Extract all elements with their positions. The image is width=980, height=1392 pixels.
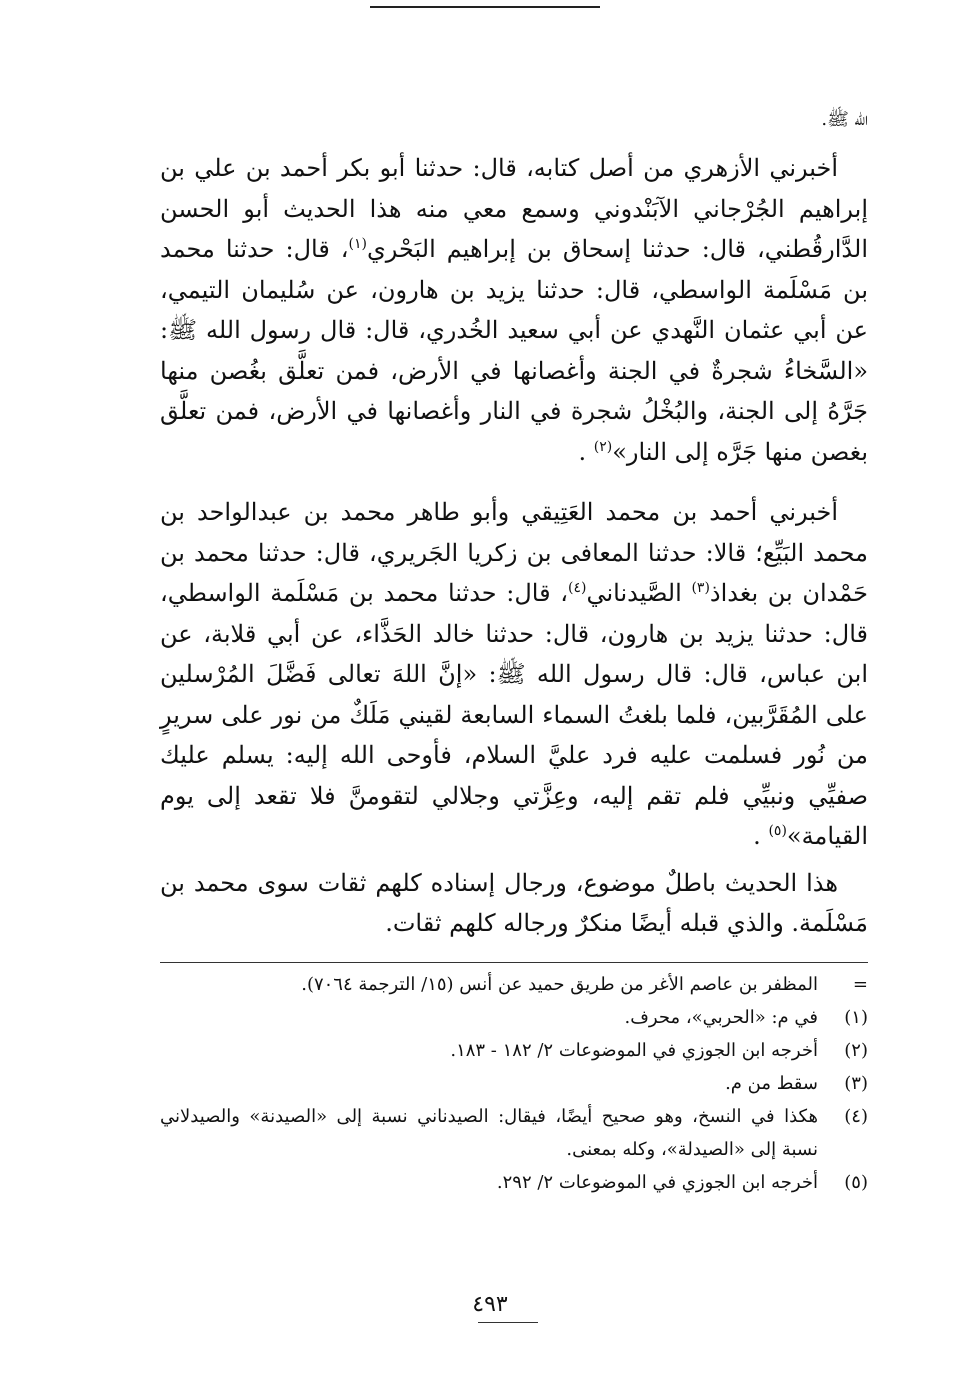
footnote-item [160,1166,868,1199]
footnote-ref-2: (٢) [593,438,613,455]
footnote-number: (٥) [844,1172,868,1193]
footnote-separator [160,962,868,963]
top-rule [370,6,600,8]
footnote-item [160,1001,868,1034]
paragraph-3: هذا الحديث باطلٌ موضوع، ورجال إسناده كلهم ثقات سوى محمد بن مَسْلَمة. والذي قبله أيضًا منكرٌ ورجاله كلهم ثقات. [160,868,868,937]
paragraph-2-end: . [753,822,761,850]
footnote-ref-5: (٥) [768,823,787,839]
paragraph-2-part-a: أخبرني أحمد بن محمد العَتِيقي وأبو طاهر محمد بن عبدالواحد بن محمد البَيِّع؛ قالا: حدثنا المعافى بن زكريا الجَريري، قال: حدثنا محمد بن حَمْدان بن بغداذ [160,498,868,607]
paragraph-1-part-b: ، قال: حدثنا محمد بن مَسْلَمة الواسطي، قال: حدثنا يزيد بن هارون، عن سُليمان التيمي، عن أبي عثمان النَّهدي عن أبي سعيد الخُدري، قال: قال رسول الله ﷺ: «السَّخاءُ شجرةٌ في الجنة وأغصانها في الأرض، فمن تعلَّق بغُصن منها جَرَّهُ إلى الجنة، والبُخْلُ شجرة في النار وأغصانها في الأرض، فمن تعلَّق بغصن منها جَرَّه إلى النار» [160,235,869,466]
page-number: ٤٩٣ [472,1292,508,1317]
footnote-item [160,968,868,1001]
page-number-underline [478,1322,538,1323]
paragraph-2 [160,492,868,857]
footnote-number: (١) [844,1007,868,1028]
footnote-item [160,1067,868,1100]
footnote-ref-1: (١) [348,236,368,252]
footnote-text: هكذا في النسخ، وهو صحيح أيضًا، فيقال: الصيدناني نسبة إلى «الصيدنة» والصيدلاني نسبة إلى «الصيدلة»، وكله بمعنى. [160,1106,818,1160]
paragraph-2-part-mid: الصَّيدناني [586,579,692,607]
paragraph-1 [160,148,868,472]
footnote-number: = [852,974,868,995]
paragraph-1-part-a: أخبرني الأزهري من أصل كتابه، قال: حدثنا أبو بكر أحمد بن علي بن إبراهيم الجُرْجاني الآبَنْدوني وسمع معي منه هذا الحديث أبو الحسن الدَّارقُطني، قال: حدثنا إسحاق بن إبراهيم البَحْري [160,154,868,263]
footnote-text: أخرجه ابن الجوزي في الموضوعات ٢/ ٢٩٢. [496,1172,818,1193]
footnote-text: المظفر بن عاصم الأغر من طريق حميد عن أنس (١٥/ الترجمة ٧٠٦٤). [301,974,818,995]
paragraph-2-part-b: ، قال: حدثنا محمد بن مَسْلَمة الواسطي، قال: حدثنا يزيد بن هارون، قال: حدثنا خالد الحَذَّاء، عن أبي قلابة، عن ابن عباس، قال: قال رسول الله ﷺ: «إنَّ اللهَ تعالى فَضَّلَ المُرْسلين على المُقَرَّبين، فلما بلغتُ السماء السابعة لقيني مَلَكٌ من نور على سريرٍ من نُور فسلمت عليه فرد عليَّ السلام، فأوحى الله إليه: يسلم عليك صفيِّي ونبيِّي فلم تقم إليه، وعِزَّتي وجلالي لتقومنَّ فلا تقعد إلى يوم القيامة» [160,579,869,850]
footnote-item [160,1100,868,1166]
footnote-number: (٤) [844,1106,868,1127]
carry-over-text: الله ﷺ. [821,109,868,130]
footnote-text: أخرجه ابن الجوزي في الموضوعات ٢/ ١٨٢ - ١٨٣. [450,1040,818,1061]
footnote-ref-3: (٣) [691,580,710,596]
footnote-number: (٢) [844,1040,868,1061]
footnote-text: في م: «الحربي»، محرف. [624,1007,818,1028]
footnotes [160,968,868,1199]
footnote-number: (٣) [844,1073,868,1094]
footnote-ref-4: (٤) [568,580,587,596]
paragraph-1-end: . [578,437,587,466]
main-text [160,100,868,966]
footnote-item [160,1034,868,1067]
footnote-text: سقط من م. [725,1073,818,1094]
